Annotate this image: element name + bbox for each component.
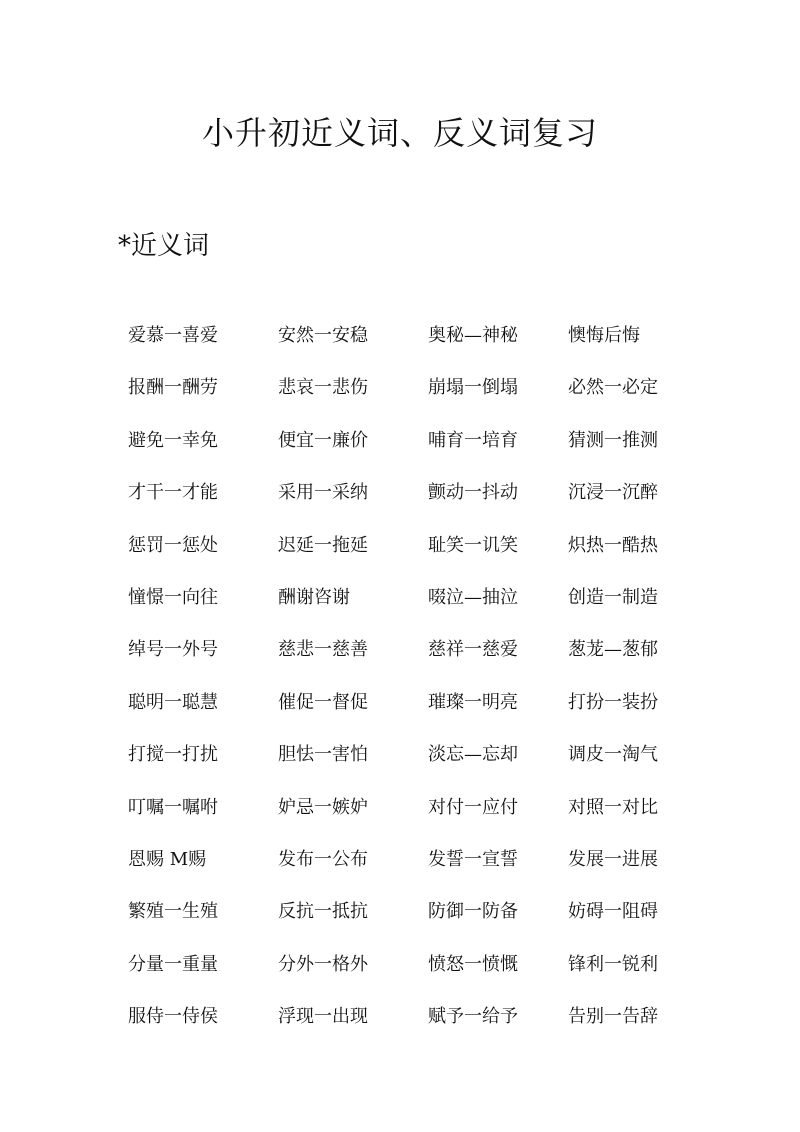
- word-pair: 惩罚一惩处: [128, 534, 218, 556]
- word-pair: 沉浸一沉醉: [568, 482, 658, 504]
- word-pair: 催促一督促: [278, 691, 368, 713]
- word-pair: 打搅一打扰: [128, 744, 218, 766]
- word-pair: 发誓一宣誓: [428, 848, 518, 870]
- word-pair: 胆怯一害怕: [278, 744, 368, 766]
- word-pair: 懊悔后悔: [568, 325, 640, 346]
- word-pair: 妒忌一嫉妒: [278, 796, 368, 818]
- word-pair: 发布一公布: [278, 848, 368, 870]
- word-pair: 愤怒一愤慨: [428, 953, 518, 975]
- word-row: [128, 421, 688, 473]
- word-pair: 慈祥一慈爱: [428, 639, 518, 661]
- synonym-word-grid: [128, 316, 688, 1049]
- word-pair: 叮嘱一嘱咐: [128, 796, 218, 818]
- word-row: [128, 892, 688, 944]
- word-pair: 避免一幸免: [128, 429, 218, 451]
- word-pair: 才干一才能: [128, 482, 218, 504]
- word-pair: 哺育一培育: [428, 429, 518, 451]
- word-pair: 赋予一给予: [428, 1006, 518, 1028]
- word-pair: 报酬一酬劳: [128, 377, 218, 399]
- word-pair: 调皮一淘气: [568, 744, 658, 766]
- word-pair: 浮现一出现: [278, 1006, 368, 1028]
- word-pair: 分外一格外: [278, 953, 368, 975]
- word-pair: 锋利一锐利: [568, 953, 658, 975]
- word-pair: 告别一告辞: [568, 1006, 658, 1028]
- section-heading-synonyms: *近义词: [118, 231, 210, 261]
- word-row: [128, 683, 688, 735]
- word-pair: 迟延一拖延: [278, 534, 368, 556]
- word-pair: 爱慕一喜爱: [128, 325, 218, 346]
- word-pair: 崩塌一倒塌: [428, 377, 518, 399]
- word-pair: 耻笑一讥笑: [428, 534, 518, 556]
- word-pair: 对付一应付: [428, 796, 518, 818]
- word-pair: 颤动一抖动: [428, 482, 518, 504]
- word-pair: 猜测一推测: [568, 429, 658, 451]
- page-title: 小升初近义词、反义词复习: [201, 114, 598, 152]
- word-pair: 创造一制造: [568, 586, 658, 608]
- word-pair: 炽热一酷热: [568, 534, 658, 556]
- word-pair: 啜泣—抽泣: [428, 586, 518, 608]
- word-pair: 对照一对比: [568, 796, 658, 818]
- word-pair: 防御一防备: [428, 901, 518, 923]
- word-pair: 慈悲一慈善: [278, 639, 368, 661]
- word-pair: 葱茏—葱郁: [568, 639, 658, 661]
- word-pair: 采用一采纳: [278, 482, 368, 504]
- word-pair: 酬谢咨谢: [278, 586, 350, 608]
- word-pair: 悲哀一悲伤: [278, 377, 368, 399]
- word-row: [128, 526, 688, 578]
- word-row: [128, 840, 688, 892]
- word-pair: 奥秘—神秘: [428, 325, 518, 346]
- word-pair: 分量一重量: [128, 953, 218, 975]
- word-pair: 淡忘—忘却: [428, 744, 518, 766]
- word-pair: 憧憬一向往: [128, 586, 218, 608]
- word-row: [128, 578, 688, 630]
- word-pair: 繁殖一生殖: [128, 901, 218, 923]
- word-pair: 绰号一外号: [128, 639, 218, 661]
- word-row: [128, 945, 688, 997]
- word-row: [128, 735, 688, 787]
- word-pair: 安然一安稳: [278, 325, 368, 346]
- word-pair: 反抗一抵抗: [278, 901, 368, 923]
- word-pair: 便宜一廉价: [278, 429, 368, 451]
- word-pair: 打扮一装扮: [568, 691, 658, 713]
- word-pair: 恩赐 M赐: [128, 848, 207, 870]
- word-row: [128, 473, 688, 525]
- word-row: [128, 630, 688, 682]
- word-row: [128, 788, 688, 840]
- word-pair: 服侍一侍侯: [128, 1006, 218, 1028]
- word-pair: 璀璨一明亮: [428, 691, 518, 713]
- word-row: [128, 997, 688, 1049]
- word-row: [128, 316, 688, 368]
- word-pair: 妨碍一阻碍: [568, 901, 658, 923]
- word-row: [128, 368, 688, 420]
- word-pair: 必然一必定: [568, 377, 658, 399]
- word-pair: 聪明一聪慧: [128, 691, 218, 713]
- word-pair: 发展一进展: [568, 848, 658, 870]
